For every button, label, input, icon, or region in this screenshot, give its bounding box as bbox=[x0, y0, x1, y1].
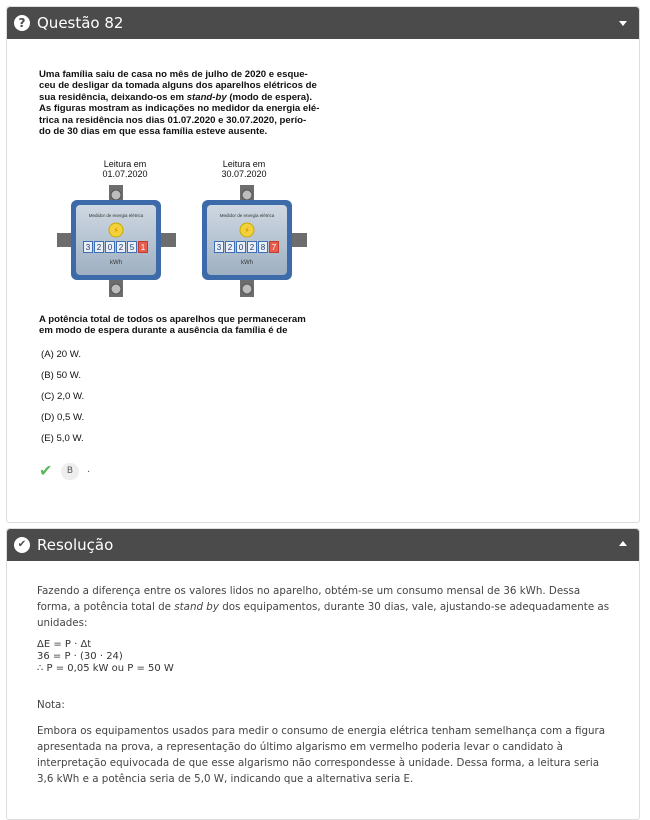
check-circle-icon: ✔ bbox=[14, 537, 30, 553]
meter1-label bbox=[90, 159, 160, 179]
intro-line: Uma família saiu de casa no mês de julho de 2020 e esque- bbox=[39, 69, 308, 80]
resolution-line-part: dos equipamentos, durante 30 dias, vale, ajustando-se adequadamente as bbox=[218, 601, 610, 613]
question-prompt bbox=[39, 314, 306, 337]
prompt-line: A potência total de todos os aparelhos que permaneceram bbox=[39, 314, 306, 325]
intro-line: do de 30 dias em que essa família esteve ausente. bbox=[39, 126, 268, 138]
resolution-line bbox=[37, 599, 617, 615]
option-e: (E) 5,0 W. bbox=[41, 433, 84, 444]
resolution-emphasis: stand by bbox=[174, 601, 219, 613]
meter2-label bbox=[209, 159, 279, 179]
question-mark-icon: ? bbox=[14, 15, 30, 31]
meter2-title: Medidor de energia elétrica bbox=[219, 213, 275, 218]
resolution-line: 3,6 kWh e a potência seria de 5,0 W, indicando que a alternativa seria E. bbox=[37, 773, 414, 785]
meter1-digit: 5 bbox=[129, 243, 135, 252]
chevron-up-icon[interactable] bbox=[619, 541, 627, 546]
meter1-title: Medidor de energia elétrica bbox=[88, 213, 144, 218]
meter1-unit: kWh bbox=[110, 260, 122, 266]
meter1-label-line2: 01.07.2020 bbox=[102, 169, 148, 179]
meter2 bbox=[202, 185, 307, 297]
resolution-line: apresentada na prova, a representação do último algarismo em vermelho poderia levar o candidato à bbox=[37, 741, 563, 753]
resolution-line: interpretação equivocada de que esse algarismo não correspondesse à unidade. Dessa forma, a leitura seria bbox=[37, 757, 600, 769]
meter2-label-line1: Leitura em bbox=[222, 159, 266, 169]
meter2-digit: 3 bbox=[216, 243, 222, 252]
resolution-line: unidades: bbox=[37, 617, 88, 629]
meter2-digit: 2 bbox=[227, 243, 233, 252]
meter2-label-line2: 30.07.2020 bbox=[221, 169, 267, 179]
meter1-digit: 3 bbox=[85, 243, 91, 252]
answer-suffix: . bbox=[87, 464, 91, 475]
meter1-digit: 2 bbox=[96, 243, 102, 252]
option-c: (C) 2,0 W. bbox=[41, 391, 85, 402]
resolution-paragraph-1 bbox=[37, 583, 617, 631]
meter1 bbox=[57, 185, 176, 297]
nota-label: Nota: bbox=[37, 699, 65, 711]
option-b: (B) 50 W. bbox=[41, 370, 81, 381]
intro-line: sua residência, deixando-os em stand-by (modo de espera). bbox=[39, 91, 312, 103]
prompt-line: em modo de espera durante a ausência da família é de bbox=[39, 325, 288, 337]
resolution-line: Fazendo a diferença entre os valores lidos no aparelho, obtém-se um consumo mensal de 36 kWh. Dessa bbox=[37, 585, 581, 597]
option-d: (D) 0,5 W. bbox=[41, 412, 85, 423]
energy-meters-figure bbox=[57, 183, 307, 303]
question-panel-header[interactable] bbox=[7, 7, 639, 39]
resolution-panel-header[interactable] bbox=[7, 529, 639, 561]
intro-line: ceu de desligar da tomada alguns dos aparelhos elétricos de bbox=[39, 80, 317, 92]
lightning-icon: ⚡ bbox=[113, 226, 119, 235]
chevron-down-icon[interactable] bbox=[619, 21, 627, 26]
intro-line: trica na residência nos dias 01.07.2020 e 30.07.2020, perío- bbox=[39, 114, 307, 126]
option-a: (A) 20 W. bbox=[41, 349, 81, 360]
equation-2: 36 = P · (30 · 24) bbox=[37, 651, 123, 662]
equations bbox=[37, 639, 174, 675]
resolution-panel bbox=[6, 528, 640, 820]
question-title: Questão 82 bbox=[37, 14, 124, 32]
intro-line: As figuras mostram as indicações no medidor da energia elé- bbox=[39, 103, 320, 115]
question-panel bbox=[6, 6, 640, 523]
resolution-line: Embora os equipamentos usados para medir o consumo de energia elétrica tenham semelhança com a figura bbox=[37, 725, 606, 737]
equation-3: ∴ P = 0,05 kW ou P = 50 W bbox=[37, 663, 174, 674]
meter2-digit: 2 bbox=[249, 243, 255, 252]
meter2-unit: kWh bbox=[241, 260, 253, 266]
checkmark-icon: ✔ bbox=[39, 461, 53, 480]
resolution-paragraph-2 bbox=[37, 723, 617, 787]
meter2-digit: 8 bbox=[260, 243, 266, 252]
meter2-digit: 0 bbox=[238, 243, 244, 252]
equation-1: ΔE = P · Δt bbox=[37, 639, 92, 650]
question-intro bbox=[39, 69, 319, 137]
lightning-icon: ⚡ bbox=[244, 226, 250, 235]
meter1-digit-red: 1 bbox=[140, 243, 146, 252]
answer-badge: B bbox=[61, 463, 79, 480]
resolution-line-part: forma, a potência total de bbox=[37, 601, 175, 613]
meter1-digit: 2 bbox=[118, 243, 124, 252]
meter1-label-line1: Leitura em bbox=[103, 159, 147, 169]
resolution-title: Resolução bbox=[37, 536, 114, 554]
meter1-digit: 0 bbox=[107, 243, 113, 252]
meter2-digit-red: 7 bbox=[271, 243, 277, 252]
